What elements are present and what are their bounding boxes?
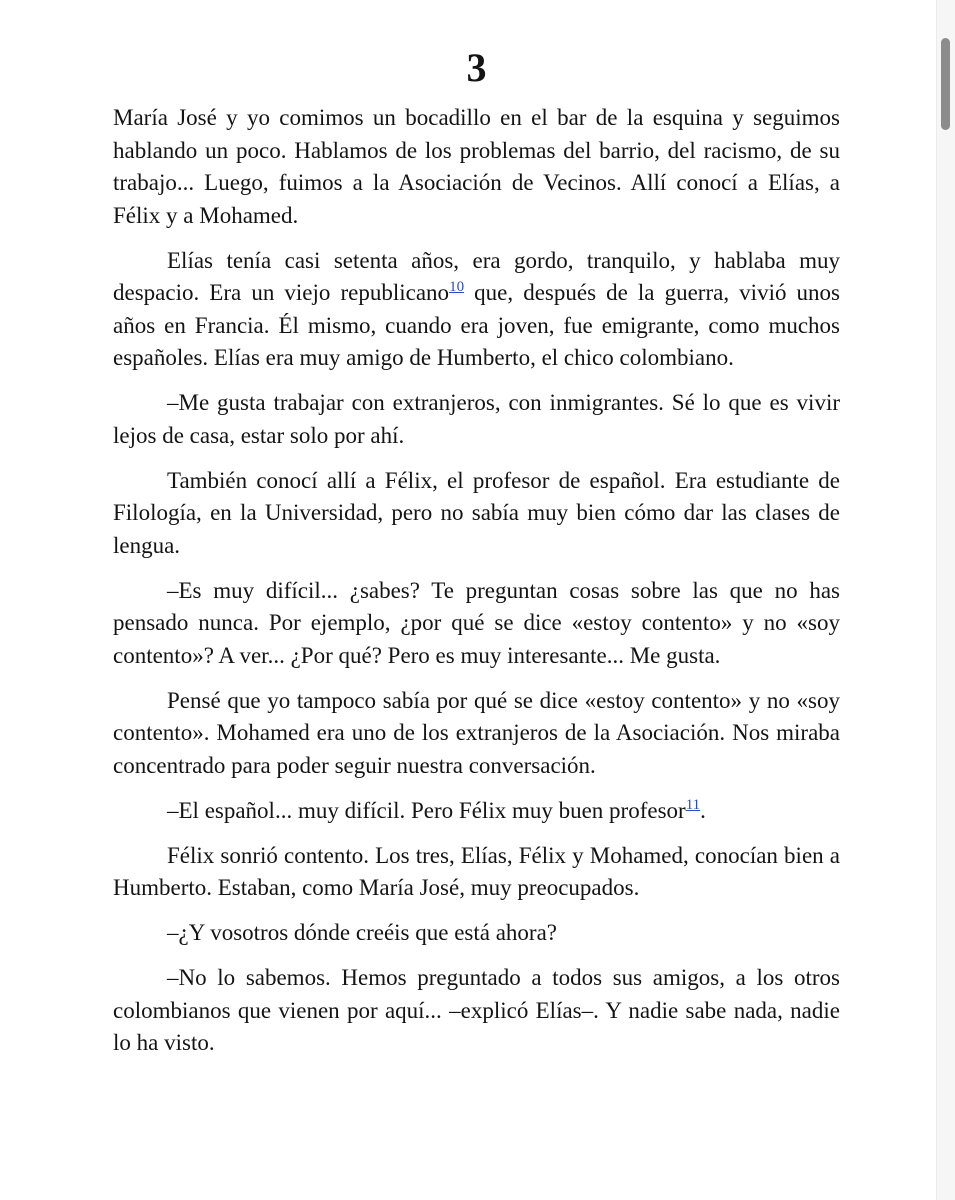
chapter-number: 3	[466, 45, 487, 90]
paragraph	[113, 795, 840, 828]
paragraph: También conocí allí a Félix, el profesor de español. Era estudiante de Filología, en la Universidad, pero no sabía muy bien cómo dar las clases de lengua.	[113, 467, 840, 558]
paragraph: –¿Y vosotros dónde creéis que está ahora?	[167, 920, 558, 945]
paragraph: María José y yo comimos un bocadillo en el bar de la esquina y seguimos hablando un poco. Hablamos de los problemas del barrio, del racismo, de su trabajo... Luego, fuimos a la Asociación de Vecinos. Allí conocí a Elías, a Félix y a Mohamed.	[113, 105, 840, 228]
chapter-body	[113, 102, 840, 1060]
paragraph	[113, 245, 840, 375]
footnote-link-11[interactable]: 11	[685, 796, 701, 813]
scrollbar-thumb[interactable]	[941, 38, 950, 130]
book-page	[113, 38, 840, 1072]
paragraph-text: que, después de la guerra, vivió unos años en Francia. Él mismo, cuando era joven, fue emigrante, como muchos españoles. Elías era muy amigo de Humberto, el chico colombiano.	[113, 280, 840, 370]
paragraph: –No lo sabemos. Hemos preguntado a todos sus amigos, a los otros colombianos que vienen por aquí... –explicó Elías–. Y nadie sabe nada, nadie lo ha visto.	[113, 965, 840, 1055]
footnote-link-10[interactable]: 10	[449, 279, 465, 295]
paragraph: Pensé que yo tampoco sabía por qué se dice «estoy contento» y no «soy contento». Mohamed era uno de los extranjeros de la Asociación. Nos miraba concentrado para poder seguir nuestra conversación.	[113, 687, 840, 778]
paragraph: Félix sonrió contento. Los tres, Elías, Félix y Mohamed, conocían bien a Humberto. Estaban, como María José, muy preocupados.	[113, 842, 840, 900]
paragraph: –Es muy difícil... ¿sabes? Te preguntan cosas sobre las que no has pensado nunca. Por ejemplo, ¿por qué se dice «estoy contento» y no «soy contento»? A ver... ¿Por qué? Pero es muy interesante... Me gusta.	[113, 577, 840, 668]
paragraph-text: .	[700, 797, 706, 823]
vertical-scrollbar[interactable]	[937, 0, 955, 1200]
paragraph-text: –El español... muy difícil. Pero Félix muy buen profesor	[167, 797, 686, 823]
paragraph-text: Elías tenía casi setenta años, era gordo, tranquilo, y hablaba muy despacio. Era un viejo republicano	[113, 247, 840, 305]
paragraph: –Me gusta trabajar con extranjeros, con inmigrantes. Sé lo que es vivir lejos de casa, estar solo por ahí.	[113, 390, 840, 448]
